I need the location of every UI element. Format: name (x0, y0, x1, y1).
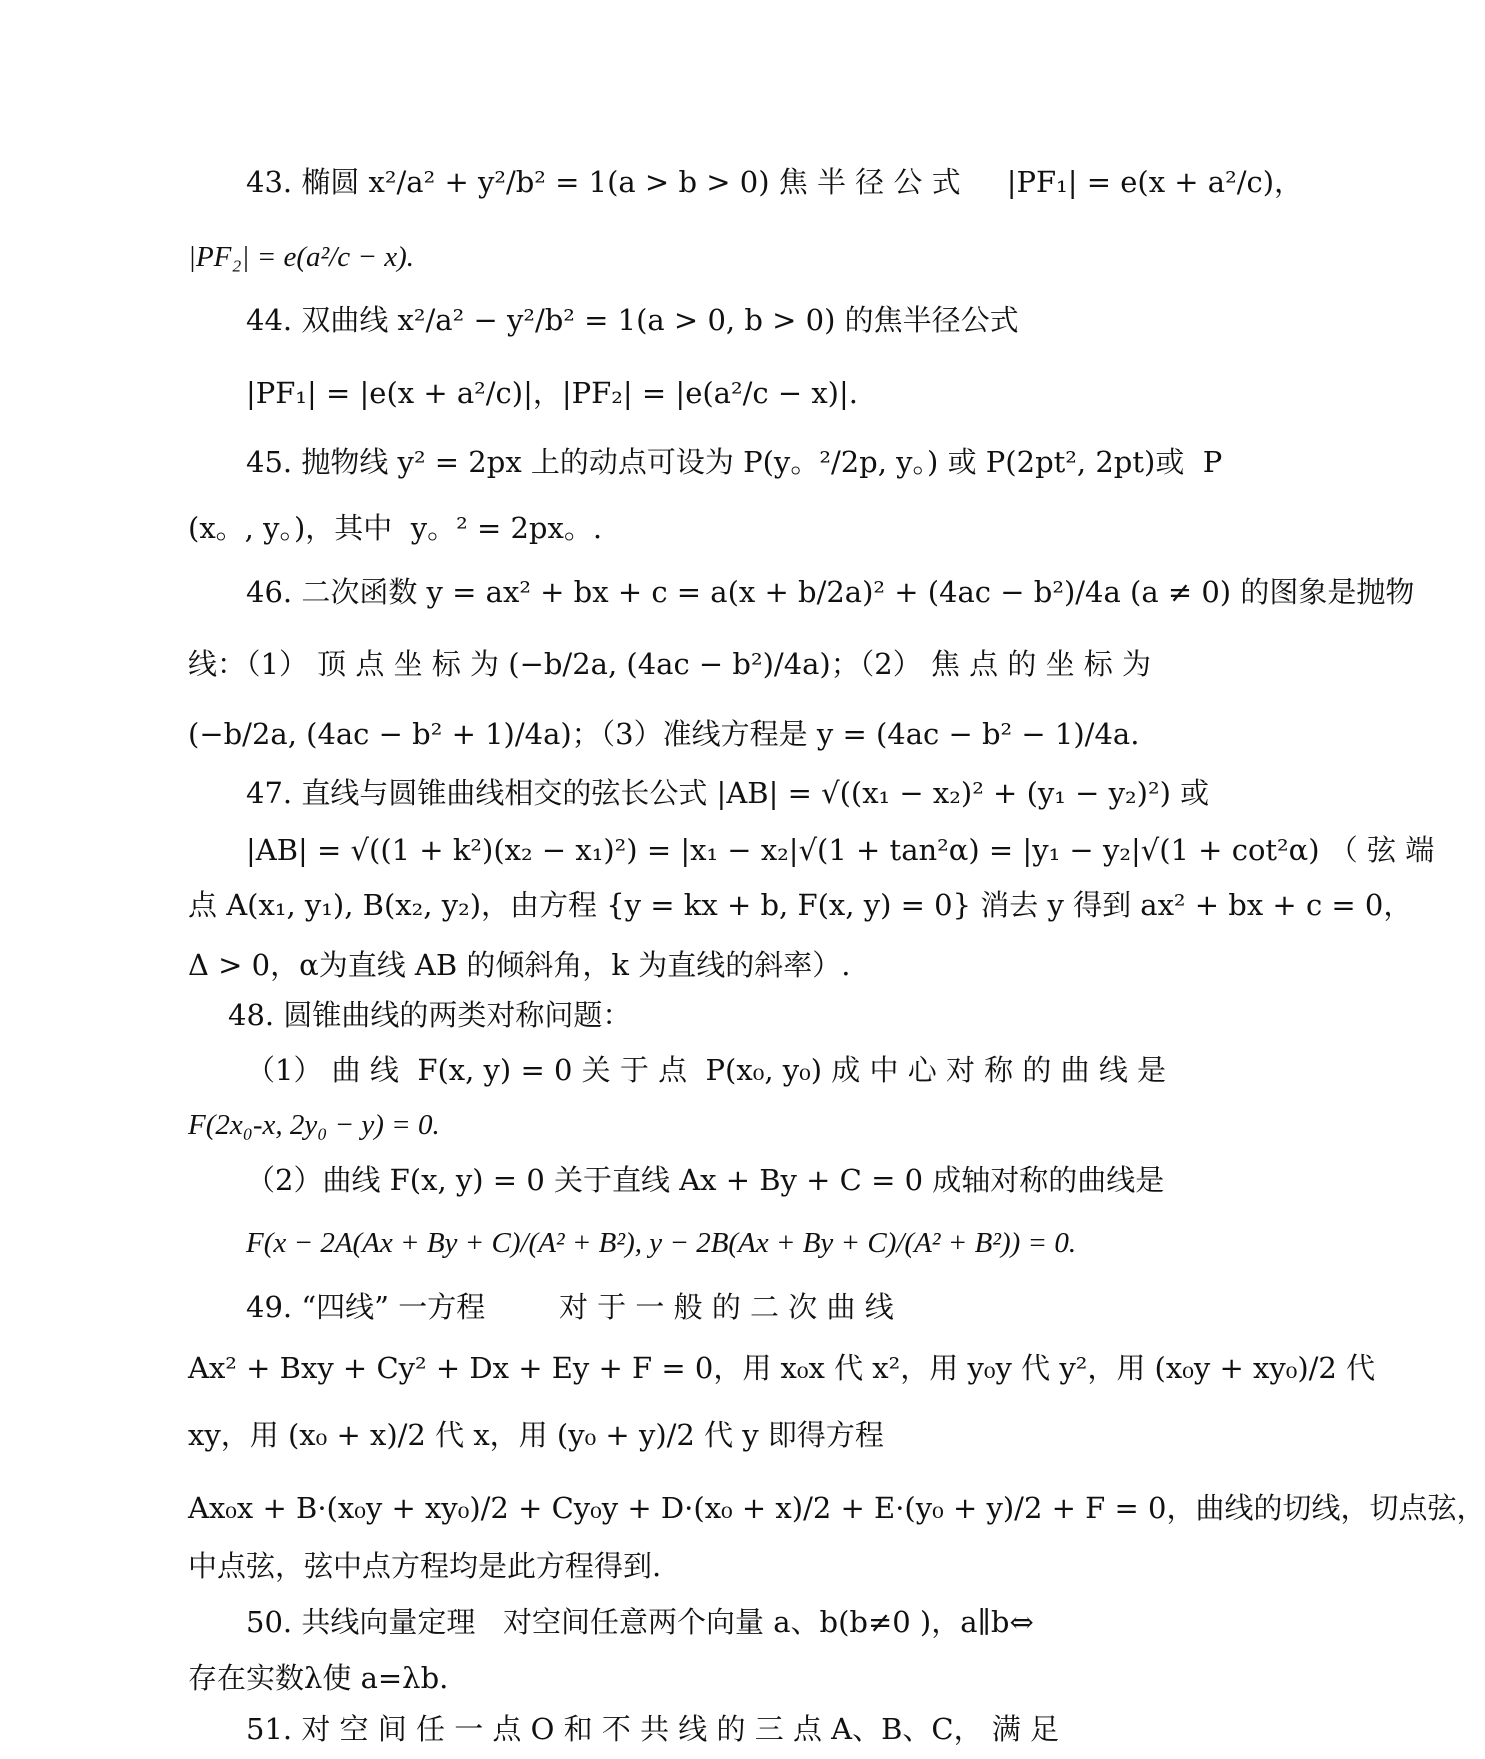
line-text: xy，用 (x₀ + x)/2 代 x，用 (y₀ + y)/2 代 y 即得方程 (188, 1418, 884, 1452)
line-text: (x。, y。)，其中 y。² = 2px。. (188, 511, 603, 545)
line-text: Ax² + Bxy + Cy² + Dx + Ey + F = 0，用 x₀x 代 x²，用 y₀y 代 y²，用 (x₀y + xy₀)/2 代 (188, 1351, 1376, 1385)
line-text: 50. 共线向量定理 对空间任意两个向量 a、b(b≠0 )，a∥b⇔ (246, 1605, 1034, 1639)
line-text: (−b/2a, (4ac − b² + 1)/4a)；（3）准线方程是 y = (4ac − b² − 1)/4a. (188, 717, 1140, 751)
text-line-47-system (0, 875, 1413, 935)
text-line-46-focus (0, 704, 1241, 764)
text-line-46 (0, 562, 1415, 622)
line-text: 43. 椭圆 x²/a² + y²/b² = 1(a > b > 0) 焦 半 径 公 式 |PF₁| = e(x + a²/c)， (246, 165, 1304, 199)
text-line-49-result (0, 1478, 1485, 1538)
text-line-48-2 (0, 1150, 1241, 1210)
line-text: 线：（1） 顶 点 坐 标 为 (−b/2a, (4ac − b²)/4a)；（2） 焦 点 的 坐 标 为 (188, 647, 1152, 681)
text-line-49-substitution (0, 1405, 1241, 1465)
line-text: （2）曲线 F(x, y) = 0 关于直线 Ax + By + C = 0 成轴对称的曲线是 (246, 1163, 1165, 1197)
line-text: 46. 二次函数 y = ax² + bx + c = a(x + b/2a)² + (4ac − b²)/4a (a ≠ 0) 的图象是抛物 (246, 575, 1415, 609)
text-line-50 (0, 1592, 1241, 1652)
line-text: F(2x₀-x, 2y₀ − y) = 0. (188, 1109, 440, 1141)
text-line-48-1 (0, 1040, 1241, 1100)
line-text: 存在实数λ使 a=λb. (188, 1661, 449, 1695)
text-line-48-1-formula (0, 1095, 1241, 1155)
line-text: （1） 曲 线 F(x, y) = 0 关 于 点 P(x₀, y₀) 成 中 心 对 称 的 曲 线 是 (246, 1053, 1167, 1087)
text-line-43 (0, 152, 1304, 212)
text-line-46-vertex (0, 634, 1241, 694)
text-line-51 (0, 1699, 1241, 1759)
text-line-49-end (0, 1536, 1241, 1596)
line-text: F(x − 2A(Ax + By + C)/(A² + B²), y − 2B(Ax + By + C)/(A² + B²)) = 0. (246, 1227, 1077, 1259)
line-text: 中点弦，弦中点方程均是此方程得到. (188, 1549, 662, 1583)
text-line-48 (0, 985, 1241, 1045)
text-line-49-formula (0, 1338, 1376, 1398)
text-line-45-continued (0, 498, 1241, 558)
line-text: Δ > 0，α为直线 AB 的倾斜角，k 为直线的斜率）. (188, 948, 851, 982)
line-text: Ax₀x + B·(x₀y + xy₀)/2 + Cy₀y + D·(x₀ + x)/2 + E·(y₀ + y)/2 + F = 0，曲线的切线，切点弦， (188, 1491, 1485, 1525)
text-line-47 (0, 763, 1241, 823)
line-text: 47. 直线与圆锥曲线相交的弦长公式 |AB| = √((x₁ − x₂)² + (y₁ − y₂)²) 或 (246, 776, 1210, 810)
line-text: 49. “四线” 一方程 对 于 一 般 的 二 次 曲 线 (246, 1290, 894, 1324)
line-text: 点 A(x₁, y₁), B(x₂, y₂)，由方程 {y = kx + b, F(x, y) = 0} 消去 y 得到 ax² + bx + c = 0， (188, 888, 1413, 922)
text-line-44-formula (0, 363, 1241, 423)
line-text: |PF₁| = |e(x + a²/c)|，|PF₂| = |e(a²/c − x)|. (246, 376, 858, 410)
text-line-45 (0, 432, 1241, 492)
text-line-49 (0, 1277, 1241, 1337)
text-line-47-formula (0, 820, 1435, 880)
text-line-48-2-formula (0, 1213, 1241, 1273)
line-text: 44. 双曲线 x²/a² − y²/b² = 1(a > 0, b > 0) 的焦半径公式 (246, 303, 1019, 337)
line-text: 51. 对 空 间 任 一 点 O 和 不 共 线 的 三 点 A、B、C， 满 足 (246, 1712, 1060, 1746)
line-text: 48. 圆锥曲线的两类对称问题： (228, 998, 632, 1032)
line-text: |PF₂| = e(a²/c − x). (188, 241, 415, 273)
line-text: |AB| = √((1 + k²)(x₂ − x₁)²) = |x₁ − x₂|√(1 + tan²α) = |y₁ − y₂|√(1 + cot²α) （ 弦 端 (246, 833, 1435, 867)
text-line-43-continued (0, 227, 1241, 287)
line-text: 45. 抛物线 y² = 2px 上的动点可设为 P(y。²/2p, y。) 或 P(2pt², 2pt)或 P (246, 445, 1223, 479)
text-line-44 (0, 290, 1241, 350)
